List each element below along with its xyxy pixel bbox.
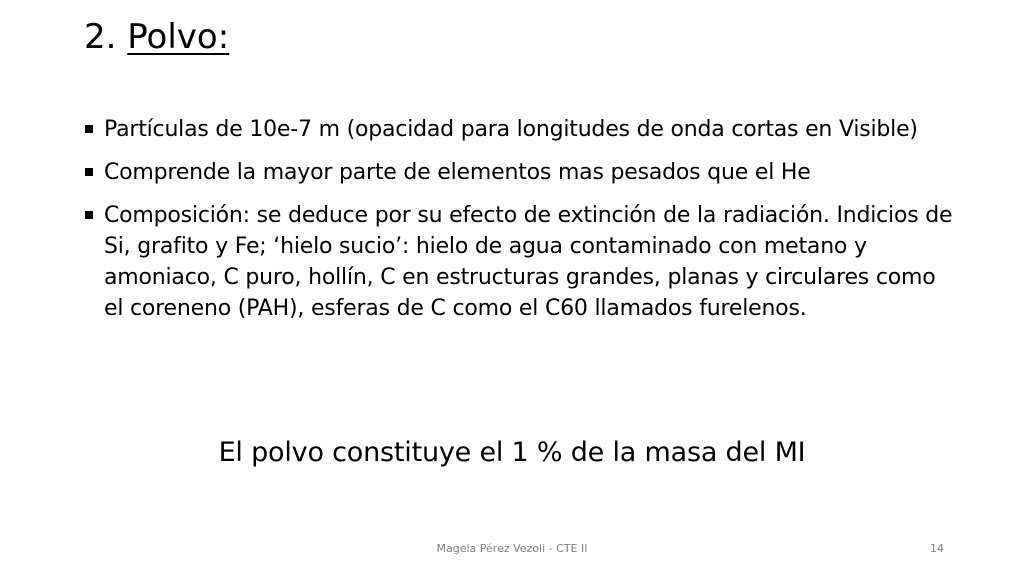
square-bullet-icon	[85, 125, 93, 133]
bullet-text: Partículas de 10e-7 m (opacidad para longitudes de onda cortas en Visible)	[104, 117, 918, 142]
bullet-text: Composición: se deduce por su efecto de extinción de la radiación. Indicios de Si, grafito y Fe; ‘hielo sucio’: hielo de agua contaminado con metano y amoniaco, C puro, hollín, C en estructuras grandes, planas y circulares como el coreneno (PAH), esferas de C como el C60 llamados furelenos.	[104, 203, 953, 321]
bullet-item	[84, 114, 954, 145]
bullet-item	[84, 157, 954, 188]
page-number: 14	[930, 542, 944, 555]
highlight-statement: El polvo constituye el 1 % de la masa del MI	[218, 437, 806, 468]
slide-title	[84, 14, 229, 60]
bullet-text: Comprende la mayor parte de elementos mas pesados que el He	[104, 160, 811, 185]
bullet-list	[84, 114, 954, 336]
square-bullet-icon	[85, 168, 93, 176]
square-bullet-icon	[85, 211, 93, 219]
title-text: Polvo:	[127, 17, 230, 57]
title-number: 2.	[84, 17, 117, 57]
bullet-item	[84, 200, 954, 324]
footer-author: Magela Pérez Vezoli - CTE II	[436, 542, 588, 555]
